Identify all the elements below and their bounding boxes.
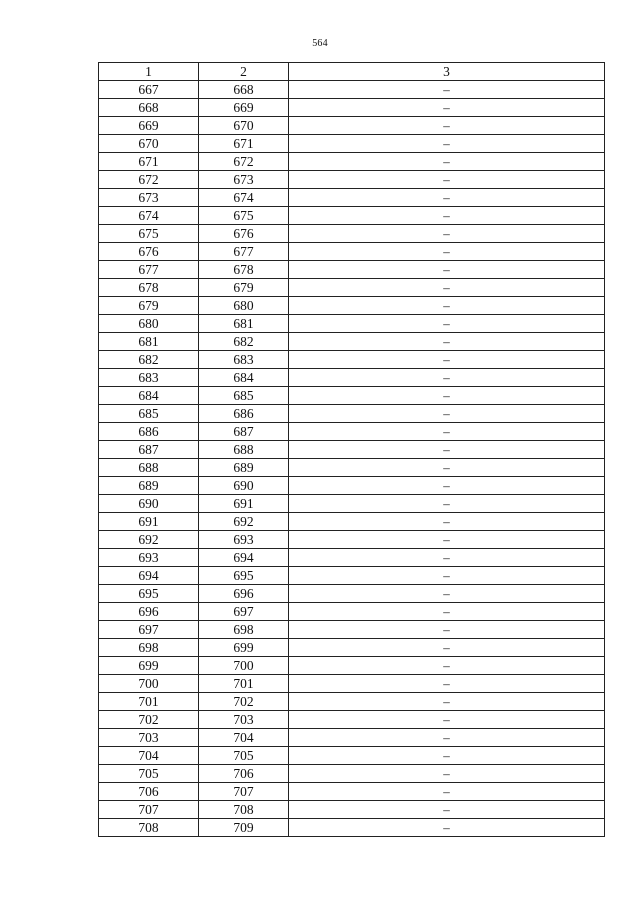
table-row (99, 603, 605, 621)
table-cell-col-2: 669 (199, 99, 289, 117)
table-cell-col-1: 671 (99, 153, 199, 171)
table-row (99, 315, 605, 333)
table-cell-col-2: 687 (199, 423, 289, 441)
table-cell-col-2: 695 (199, 567, 289, 585)
table-cell-col-2: 676 (199, 225, 289, 243)
table-row (99, 81, 605, 99)
table-row (99, 657, 605, 675)
table-cell-col-3: – (289, 801, 605, 819)
table-row (99, 819, 605, 837)
table-cell-col-1: 684 (99, 387, 199, 405)
table-cell-col-1: 692 (99, 531, 199, 549)
table-cell-col-3: – (289, 747, 605, 765)
table-cell-col-2: 702 (199, 693, 289, 711)
table-cell-col-3: – (289, 639, 605, 657)
table-cell-col-3: – (289, 693, 605, 711)
table-cell-col-3: – (289, 531, 605, 549)
table-row (99, 297, 605, 315)
table-row (99, 801, 605, 819)
table-row (99, 531, 605, 549)
table-cell-col-2: 675 (199, 207, 289, 225)
table-cell-col-1: 699 (99, 657, 199, 675)
table-cell-col-3: – (289, 819, 605, 837)
table-cell-col-1: 679 (99, 297, 199, 315)
table-cell-col-2: 698 (199, 621, 289, 639)
table-cell-col-1: 672 (99, 171, 199, 189)
table-cell-col-2: 686 (199, 405, 289, 423)
table-cell-col-3: – (289, 279, 605, 297)
page-number: 564 (312, 38, 328, 49)
table-cell-col-3: – (289, 765, 605, 783)
table-cell-col-1: 683 (99, 369, 199, 387)
table-cell-col-1: 675 (99, 225, 199, 243)
table-row (99, 117, 605, 135)
table-cell-col-3: – (289, 117, 605, 135)
table-cell-col-2: 697 (199, 603, 289, 621)
table-cell-col-2: 694 (199, 549, 289, 567)
table-cell-col-3: – (289, 189, 605, 207)
table-row (99, 207, 605, 225)
table-row (99, 711, 605, 729)
table-cell-col-1: 708 (99, 819, 199, 837)
table-cell-col-3: – (289, 567, 605, 585)
table-row (99, 261, 605, 279)
table-cell-col-2: 701 (199, 675, 289, 693)
table-row (99, 729, 605, 747)
column-header-3: 3 (289, 63, 605, 81)
table-row (99, 567, 605, 585)
table-cell-col-3: – (289, 495, 605, 513)
table-cell-col-1: 670 (99, 135, 199, 153)
table-cell-col-1: 678 (99, 279, 199, 297)
table-row (99, 765, 605, 783)
table-row (99, 675, 605, 693)
table-row (99, 423, 605, 441)
table-cell-col-3: – (289, 207, 605, 225)
table-row (99, 171, 605, 189)
table-row (99, 747, 605, 765)
table-cell-col-3: – (289, 675, 605, 693)
table-cell-col-3: – (289, 315, 605, 333)
table-cell-col-2: 708 (199, 801, 289, 819)
table-cell-col-2: 678 (199, 261, 289, 279)
table-cell-col-1: 689 (99, 477, 199, 495)
table-cell-col-2: 672 (199, 153, 289, 171)
table-row (99, 621, 605, 639)
table-cell-col-3: – (289, 477, 605, 495)
table-cell-col-3: – (289, 621, 605, 639)
table-row (99, 333, 605, 351)
table-cell-col-1: 688 (99, 459, 199, 477)
table-cell-col-2: 681 (199, 315, 289, 333)
table-cell-col-1: 702 (99, 711, 199, 729)
table-cell-col-1: 674 (99, 207, 199, 225)
table-row (99, 99, 605, 117)
table-cell-col-3: – (289, 387, 605, 405)
table-cell-col-1: 705 (99, 765, 199, 783)
table-cell-col-3: – (289, 783, 605, 801)
table-cell-col-2: 671 (199, 135, 289, 153)
table-cell-col-2: 690 (199, 477, 289, 495)
table-row (99, 513, 605, 531)
table-cell-col-2: 668 (199, 81, 289, 99)
table-cell-col-1: 669 (99, 117, 199, 135)
column-header-1: 1 (99, 63, 199, 81)
table-cell-col-1: 694 (99, 567, 199, 585)
table-cell-col-2: 705 (199, 747, 289, 765)
table-cell-col-1: 686 (99, 423, 199, 441)
table-cell-col-1: 696 (99, 603, 199, 621)
table-cell-col-3: – (289, 99, 605, 117)
table-cell-col-1: 691 (99, 513, 199, 531)
table-cell-col-3: – (289, 135, 605, 153)
table-row (99, 369, 605, 387)
table-row (99, 549, 605, 567)
table-cell-col-1: 673 (99, 189, 199, 207)
table-row (99, 189, 605, 207)
table-cell-col-2: 707 (199, 783, 289, 801)
table-cell-col-2: 679 (199, 279, 289, 297)
table-cell-col-2: 677 (199, 243, 289, 261)
table-cell-col-2: 684 (199, 369, 289, 387)
table-cell-col-2: 689 (199, 459, 289, 477)
table-cell-col-2: 692 (199, 513, 289, 531)
table-row (99, 477, 605, 495)
table-cell-col-3: – (289, 369, 605, 387)
table-cell-col-1: 667 (99, 81, 199, 99)
table-cell-col-2: 670 (199, 117, 289, 135)
table-row (99, 225, 605, 243)
table-row (99, 351, 605, 369)
table-row (99, 495, 605, 513)
table-body (99, 81, 605, 837)
table-cell-col-2: 691 (199, 495, 289, 513)
table-cell-col-2: 704 (199, 729, 289, 747)
table-cell-col-1: 693 (99, 549, 199, 567)
table-cell-col-1: 687 (99, 441, 199, 459)
table-cell-col-1: 707 (99, 801, 199, 819)
table-cell-col-3: – (289, 261, 605, 279)
table-cell-col-2: 682 (199, 333, 289, 351)
table-cell-col-3: – (289, 441, 605, 459)
table-cell-col-3: – (289, 423, 605, 441)
table-cell-col-1: 681 (99, 333, 199, 351)
table-cell-col-2: 673 (199, 171, 289, 189)
data-table (98, 62, 605, 837)
table-cell-col-1: 677 (99, 261, 199, 279)
table-cell-col-1: 700 (99, 675, 199, 693)
table-row (99, 459, 605, 477)
table-cell-col-1: 695 (99, 585, 199, 603)
table-cell-col-2: 696 (199, 585, 289, 603)
table-cell-col-3: – (289, 333, 605, 351)
table-cell-col-1: 690 (99, 495, 199, 513)
table-cell-col-2: 685 (199, 387, 289, 405)
table-row (99, 441, 605, 459)
table-cell-col-3: – (289, 171, 605, 189)
table-cell-col-1: 706 (99, 783, 199, 801)
table-cell-col-2: 683 (199, 351, 289, 369)
table-cell-col-1: 701 (99, 693, 199, 711)
table-cell-col-3: – (289, 603, 605, 621)
table-cell-col-3: – (289, 513, 605, 531)
table-row (99, 279, 605, 297)
table-row (99, 639, 605, 657)
table-cell-col-2: 674 (199, 189, 289, 207)
table-cell-col-3: – (289, 351, 605, 369)
table-cell-col-1: 697 (99, 621, 199, 639)
column-header-2: 2 (199, 63, 289, 81)
table-cell-col-2: 680 (199, 297, 289, 315)
table-row (99, 135, 605, 153)
table-cell-col-3: – (289, 549, 605, 567)
table-cell-col-1: 676 (99, 243, 199, 261)
table-cell-col-1: 680 (99, 315, 199, 333)
table-cell-col-3: – (289, 405, 605, 423)
table-cell-col-3: – (289, 459, 605, 477)
table-cell-col-2: 688 (199, 441, 289, 459)
table-row (99, 585, 605, 603)
table-cell-col-2: 699 (199, 639, 289, 657)
table-cell-col-1: 668 (99, 99, 199, 117)
table-cell-col-2: 706 (199, 765, 289, 783)
table-header-row (99, 63, 605, 81)
table-row (99, 243, 605, 261)
table-cell-col-3: – (289, 297, 605, 315)
table-cell-col-3: – (289, 711, 605, 729)
table-cell-col-1: 685 (99, 405, 199, 423)
table-cell-col-3: – (289, 243, 605, 261)
table-cell-col-1: 703 (99, 729, 199, 747)
table-cell-col-2: 709 (199, 819, 289, 837)
table-cell-col-3: – (289, 729, 605, 747)
table-cell-col-2: 693 (199, 531, 289, 549)
table-row (99, 405, 605, 423)
table-cell-col-3: – (289, 153, 605, 171)
table-row (99, 153, 605, 171)
table-row (99, 783, 605, 801)
table-cell-col-3: – (289, 225, 605, 243)
table-cell-col-1: 704 (99, 747, 199, 765)
table-cell-col-1: 682 (99, 351, 199, 369)
table-cell-col-3: – (289, 81, 605, 99)
table-row (99, 693, 605, 711)
table-cell-col-1: 698 (99, 639, 199, 657)
table-cell-col-3: – (289, 585, 605, 603)
table-cell-col-2: 703 (199, 711, 289, 729)
table-cell-col-3: – (289, 657, 605, 675)
table-row (99, 387, 605, 405)
table-cell-col-2: 700 (199, 657, 289, 675)
